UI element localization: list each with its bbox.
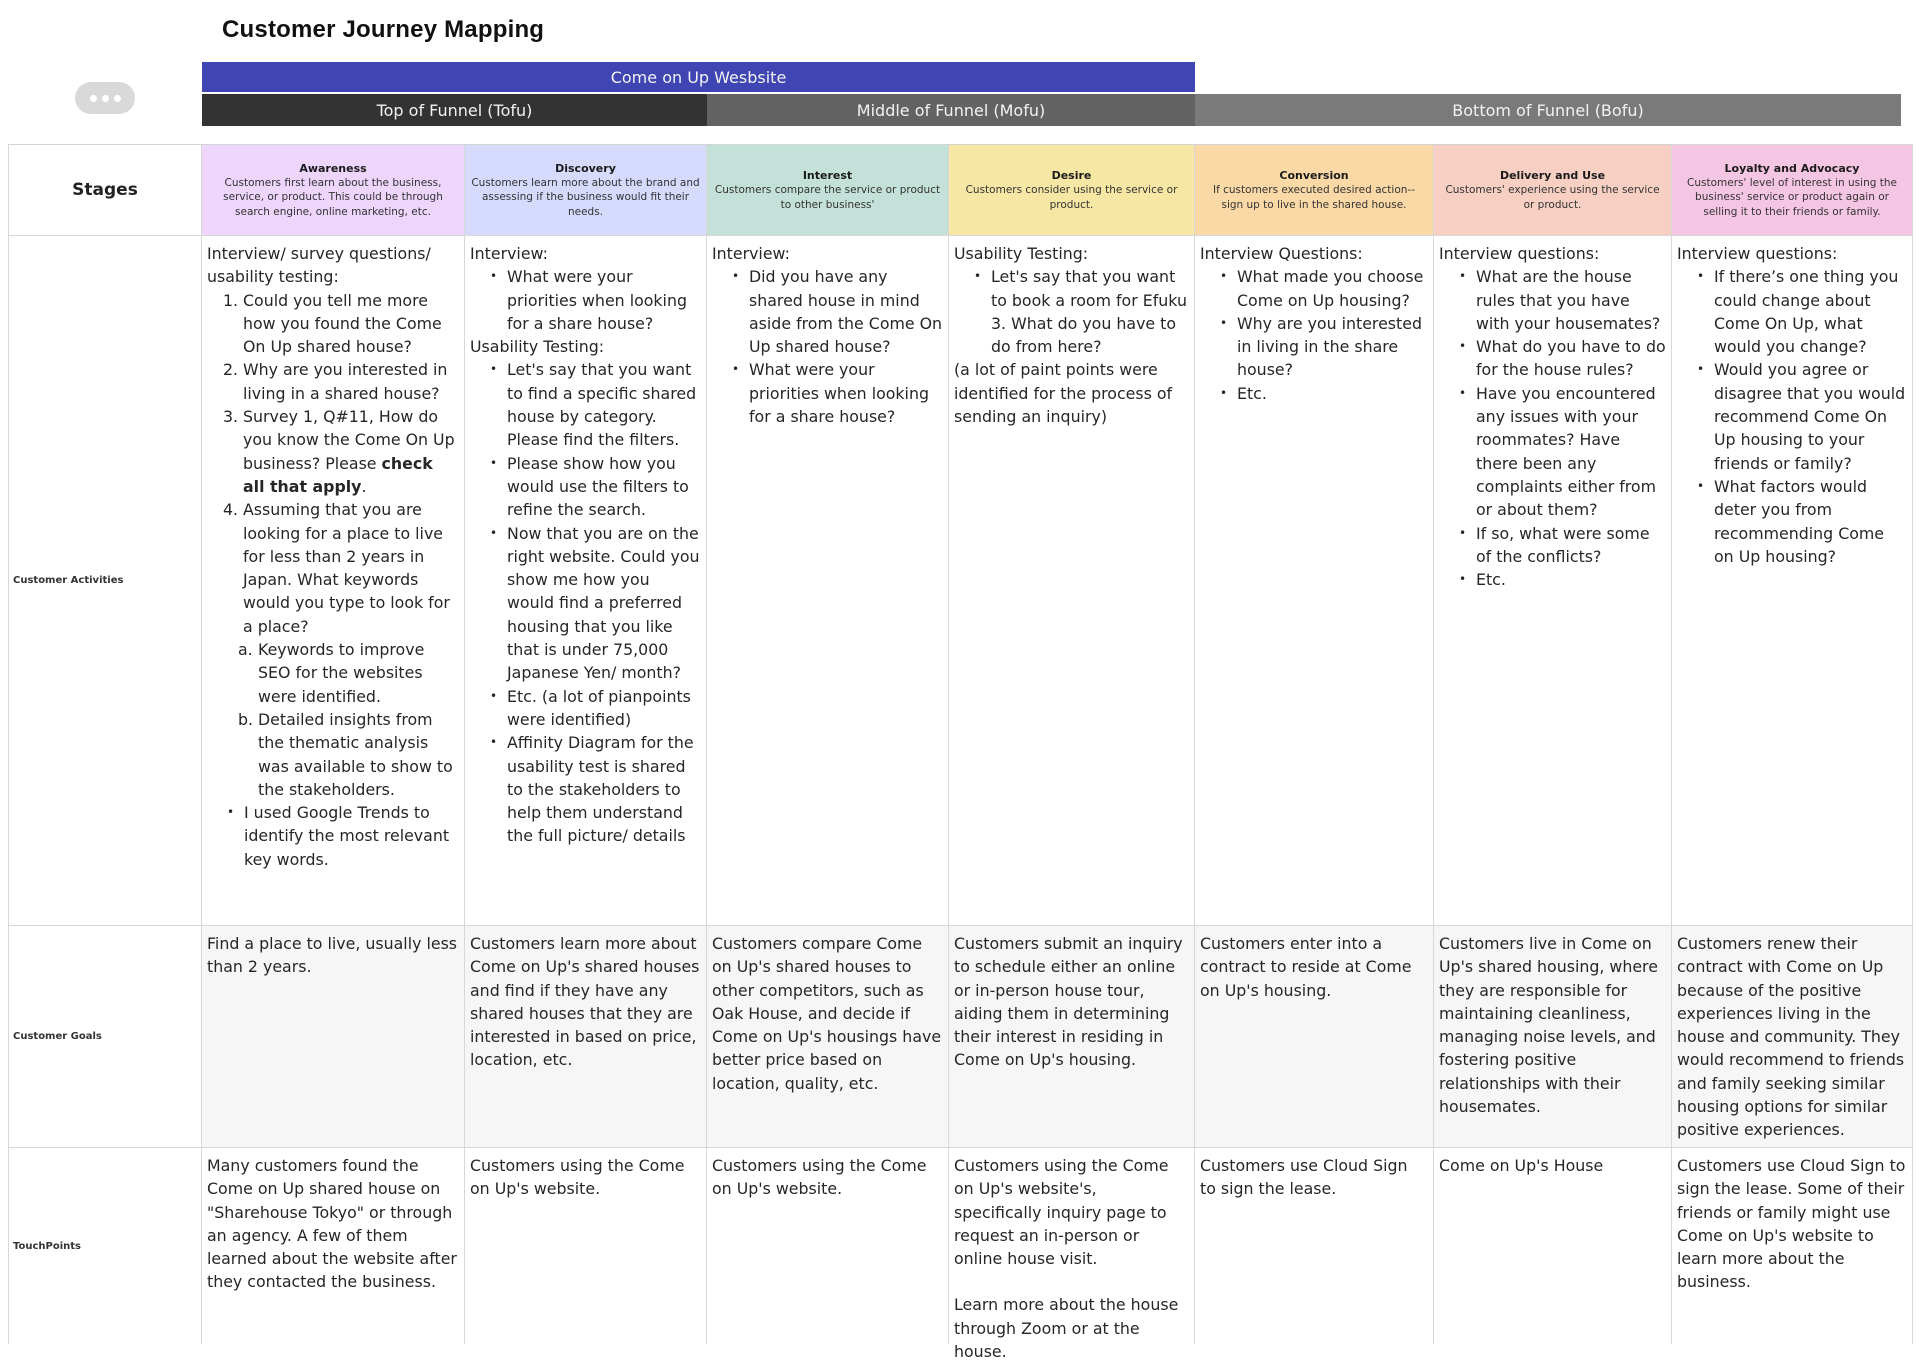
touchpoint-conversion: Customers use Cloud Sign to sign the lease. — [1195, 1148, 1434, 1344]
stage-loyalty-and-advocacy — [1672, 145, 1913, 236]
bullet-list — [470, 358, 701, 847]
bullet-list — [1200, 265, 1428, 405]
stage-discovery — [465, 145, 707, 236]
stage-description: Customers consider using the service or product. — [965, 184, 1178, 211]
list-item: 3. Survey 1, Q#11, How do you know the Come On Up business? Please check all that apply. — [223, 407, 455, 496]
more-horizontal-icon-dot — [102, 95, 109, 102]
touchpoint-discovery: Customers using the Come on Up's website. — [465, 1148, 707, 1344]
stage-name: Awareness — [299, 161, 367, 175]
goal-awareness: Find a place to live, usually less than 2 years. — [202, 926, 465, 1148]
list-item-text: Survey 1, Q#11, How do you know the Come On Up business? Please — [243, 407, 455, 473]
touchpoint-loyalty-and-advocacy: Customers use Cloud Sign to sign the lease. Some of their friends or family might use Come on Up's website to learn more about the business. — [1672, 1148, 1913, 1344]
activities-interest — [707, 236, 949, 926]
row-label-stages: Stages — [8, 145, 202, 236]
stage-name: Interest — [802, 169, 853, 182]
stage-name: Loyalty and Advocacy — [1724, 161, 1860, 175]
bullet-list — [1439, 265, 1666, 591]
bullet-list — [207, 801, 459, 871]
list-item: • If there’s one thing you could change about Come On Up, what would you change? — [1714, 265, 1907, 358]
stage-description: Customers' level of interest in using the business' service or product again or selling it to their friends or family. — [1687, 176, 1897, 218]
stage-name: Delivery and Use — [1499, 169, 1606, 182]
list-item: a. Keywords to improve SEO for the websites were identified. — [238, 640, 425, 706]
list-item: • Affinity Diagram for the usability test is shared to the stakeholders to help them understand the full picture/ details — [507, 731, 701, 847]
list-item: • Let's say that you want to find a specific shared house by category. Please find the filters. — [507, 358, 701, 451]
activities-intro: Interview: — [712, 244, 790, 263]
list-item: • What do you have to do for the house rules? — [1476, 335, 1666, 382]
stage-description: If customers executed desired action-- sign up to live in the shared house. — [1213, 184, 1415, 211]
touchpoint-interest: Customers using the Come on Up's website. — [707, 1148, 949, 1344]
list-item-text: Assuming that you are looking for a place to live for less than 2 years in Japan. What keywords would you type to look for a place? — [243, 500, 450, 636]
activities-intro: Interview questions: — [1677, 244, 1838, 263]
list-item: • What factors would deter you from recommending Come on Up housing? — [1714, 475, 1907, 568]
goal-delivery-and-use: Customers live in Come on Up's shared housing, where they are responsible for maintaining cleanliness, managing noise levels, and fostering positive relationships with their housemates. — [1434, 926, 1672, 1148]
list-item-text: . — [361, 476, 367, 496]
funnel-tofu: Top of Funnel (Tofu) — [202, 94, 707, 126]
sub-list — [207, 638, 459, 801]
bullet-list — [470, 265, 701, 335]
touchpoint-delivery-and-use: Come on Up's House — [1434, 1148, 1672, 1344]
goal-discovery: Customers learn more about Come on Up's shared houses and find if they have any shared houses that they are interested in based on price, location, etc. — [465, 926, 707, 1148]
touchpoint-desire — [949, 1148, 1195, 1362]
activities-intro: Interview Questions: — [1200, 244, 1363, 263]
stage-description: Customers' experience using the service or product. — [1445, 184, 1660, 211]
activities-intro: Interview/ survey questions/ usability testing: — [207, 244, 431, 287]
list-item-text: Keywords to improve SEO for the websites were identified. — [258, 640, 425, 706]
activities-intro: Usability Testing: — [470, 337, 605, 357]
website-banner: Come on Up Wesbsite — [202, 62, 1195, 92]
list-item: 4. Assuming that you are looking for a place to live for less than 2 years in Japan. What keywords would you type to look for a place? a. Keywords to improve SEO for the websites were identified. b. Detailed insights from the thematic analysis was available to show to the stakeholders. — [243, 498, 459, 801]
activities-loyalty-and-advocacy — [1672, 236, 1913, 926]
list-item: • Please show how you would use the filters to refine the search. — [507, 452, 701, 522]
list-item: • If so, what were some of the conflicts? — [1476, 522, 1666, 569]
list-item: • Let's say that you want to book a room for Efuku 3. What do you have to do from here? — [991, 265, 1189, 358]
stage-name: Desire — [1051, 169, 1092, 182]
goal-conversion: Customers enter into a contract to reside at Come on Up's housing. — [1195, 926, 1434, 1148]
question-list — [207, 289, 459, 802]
activities-conversion — [1195, 236, 1434, 926]
stage-desire — [949, 145, 1195, 236]
row-label-touchpoints: TouchPoints — [8, 1148, 202, 1344]
list-item: • What are the house rules that you have with your housemates? — [1476, 265, 1666, 335]
list-item: b. Detailed insights from the thematic analysis was available to show to the stakeholders. — [238, 709, 453, 799]
more-horizontal-icon — [90, 95, 97, 102]
stage-delivery-and-use — [1434, 145, 1672, 236]
bullet-list — [712, 265, 943, 428]
bullet-list — [1677, 265, 1907, 568]
touchpoint-awareness: Many customers found the Come on Up shared house on "Sharehouse Tokyo" or through an agency. A few of them learned about the website after they contacted the business. — [202, 1148, 465, 1344]
bold-text: check all that apply — [243, 453, 433, 496]
more-options-button[interactable] — [75, 82, 135, 114]
touchpoint-paragraph: Learn more about the house through Zoom or at the house. — [954, 1295, 1179, 1362]
list-item: • Etc. — [1476, 568, 1666, 591]
touchpoint-paragraph: Customers using the Come on Up's website's, specifically inquiry page to request an in-person or online house visit. — [954, 1156, 1169, 1269]
stage-awareness — [202, 145, 465, 236]
list-item: • Now that you are on the right website. Could you show me how you would find a preferred housing that you like that is under 75,000 Japanese Yen/ month? — [507, 522, 701, 685]
list-item: • I used Google Trends to identify the most relevant key words. — [244, 801, 459, 871]
activities-intro: Interview: — [470, 244, 548, 263]
row-label-customer-activities: Customer Activities — [8, 236, 202, 926]
activities-awareness — [202, 236, 465, 926]
list-item-text: Detailed insights from the thematic analysis was available to show to the stakeholders. — [258, 709, 453, 799]
stage-description: Customers compare the service or product to other business' — [714, 184, 941, 211]
goal-interest: Customers compare Come on Up's shared houses to other competitors, such as Oak House, and decide if Come on Up's housings have better price based on location, quality, etc. — [707, 926, 949, 1148]
row-label-customer-goals: Customer Goals — [8, 926, 202, 1148]
funnel-bofu: Bottom of Funnel (Bofu) — [1195, 94, 1901, 126]
activities-intro: Usability Testing: — [954, 244, 1089, 263]
list-item: • What made you choose Come on Up housing? — [1237, 265, 1428, 312]
list-item: • Etc. (a lot of pianpoints were identified) — [507, 685, 701, 732]
goal-desire: Customers submit an inquiry to schedule either an online or in-person house tour, aiding them in determining their interest in residing in Come on Up's housing. — [949, 926, 1195, 1148]
list-item-text: Could you tell me more how you found the Come On Up shared house? — [243, 290, 442, 357]
more-horizontal-icon-dot — [114, 95, 121, 102]
activities-delivery-and-use — [1434, 236, 1672, 926]
list-item: • What were your priorities when looking for a share house? — [507, 265, 701, 335]
stage-interest — [707, 145, 949, 236]
stage-conversion — [1195, 145, 1434, 236]
list-item: • Did you have any shared house in mind aside from the Come On Up shared house? — [749, 265, 943, 358]
list-item: • Would you agree or disagree that you would recommend Come On Up housing to your friends or family? — [1714, 358, 1907, 474]
goal-loyalty-and-advocacy: Customers renew their contract with Come on Up because of the positive experiences living in the house and community. They would recommend to friends and family seeking similar housing options for similar positive experiences. — [1672, 926, 1913, 1148]
list-item: 2. Why are you interested in living in a shared house? — [223, 360, 448, 403]
list-item-text: Why are you interested in living in a shared house? — [243, 360, 448, 403]
bullet-list — [954, 265, 1189, 358]
list-item: • Have you encountered any issues with your roommates? Have there been any complaints either from or about them? — [1476, 382, 1666, 522]
activities-intro: Interview questions: — [1439, 244, 1600, 263]
list-item: 1. Could you tell me more how you found the Come On Up shared house? — [223, 290, 442, 357]
journey-map-table — [8, 144, 1913, 1362]
activities-desire — [949, 236, 1195, 926]
activities-discovery — [465, 236, 707, 926]
list-item: • Etc. — [1237, 382, 1428, 405]
activities-note: (a lot of paint points were identified for the process of sending an inquiry) — [954, 360, 1173, 427]
list-item: • Why are you interested in living in the share house? — [1237, 312, 1428, 382]
stage-name: Discovery — [555, 161, 616, 175]
list-item: • What were your priorities when looking for a share house? — [749, 358, 943, 428]
stage-description: Customers first learn about the business, service, or product. This could be through search engine, online marketing, etc. — [223, 176, 443, 218]
page-title: Customer Journey Mapping — [222, 16, 545, 43]
funnel-mofu: Middle of Funnel (Mofu) — [707, 94, 1195, 126]
stage-name: Conversion — [1279, 169, 1349, 182]
stage-description: Customers learn more about the brand and assessing if the business would fit their needs. — [471, 176, 700, 218]
